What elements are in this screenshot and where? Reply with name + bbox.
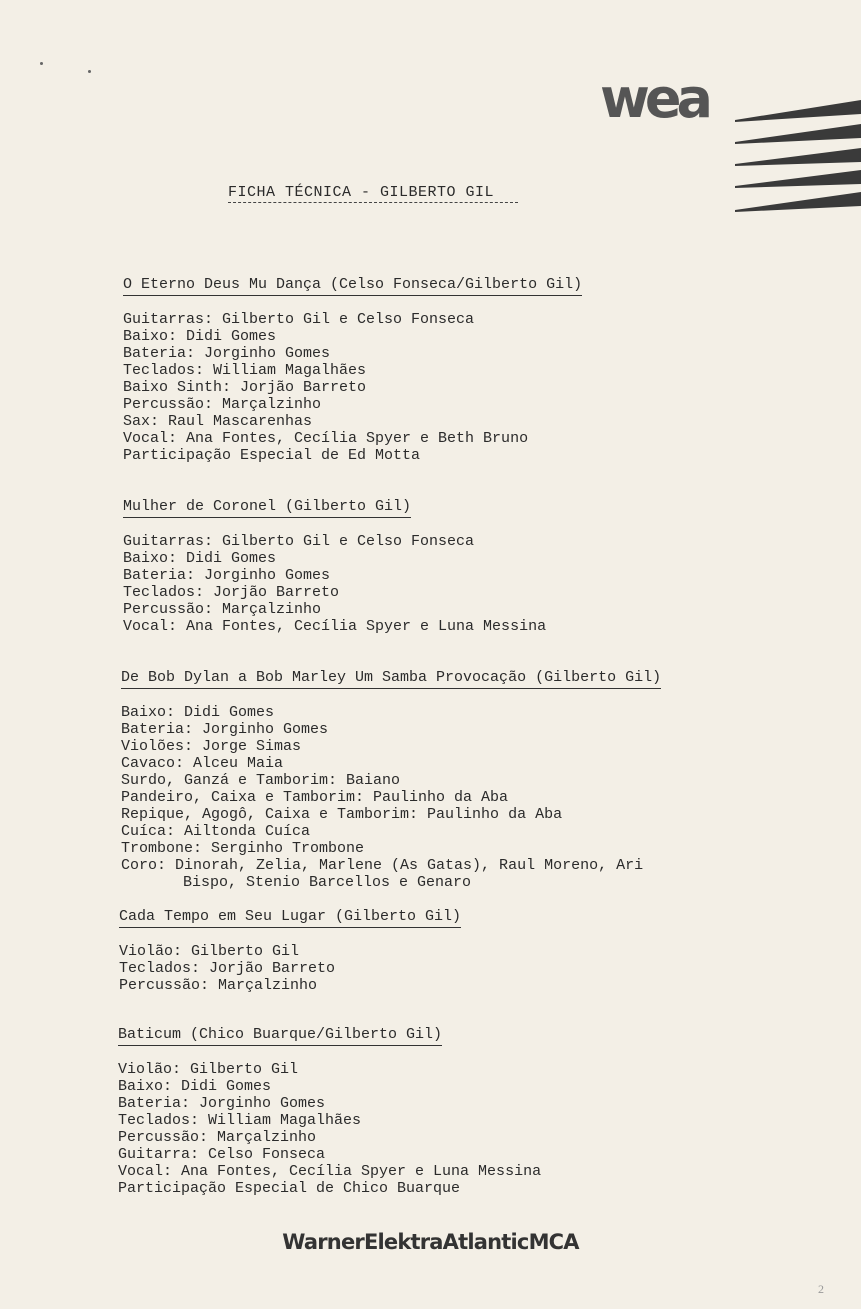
track-title: Mulher de Coronel (Gilberto Gil) (123, 498, 411, 518)
title-underline (228, 202, 518, 203)
credit-line: Guitarras: Gilberto Gil e Celso Fonseca (123, 533, 475, 550)
credit-line: Participação Especial de Chico Buarque (118, 1180, 461, 1197)
credit-line: Violão: Gilberto Gil (119, 943, 300, 960)
credit-line: Teclados: William Magalhães (123, 362, 367, 379)
track-section (121, 669, 661, 891)
track-title: O Eterno Deus Mu Dança (Celso Fonseca/Gilberto Gil) (123, 276, 582, 296)
credit-line: Repique, Agogô, Caixa e Tamborim: Paulinho da Aba (121, 806, 563, 823)
credit-line: Bateria: Jorginho Gomes (118, 1095, 326, 1112)
credit-line: Percussão: Marçalzinho (118, 1129, 317, 1146)
paper-speck (88, 70, 91, 73)
credit-line: Guitarras: Gilberto Gil e Celso Fonseca (123, 311, 475, 328)
credit-line: Cavaco: Alceu Maia (121, 755, 284, 772)
track-section (118, 1026, 541, 1197)
credit-line: Baixo: Didi Gomes (121, 704, 275, 721)
credit-line: Cuíca: Ailtonda Cuíca (121, 823, 311, 840)
credit-line: Baixo: Didi Gomes (123, 550, 277, 567)
track-title: Cada Tempo em Seu Lugar (Gilberto Gil) (119, 908, 461, 928)
credit-line: Guitarra: Celso Fonseca (118, 1146, 326, 1163)
credit-line: Baixo: Didi Gomes (123, 328, 277, 345)
credit-line: Teclados: William Magalhães (118, 1112, 362, 1129)
credit-line: Percussão: Marçalzinho (123, 601, 322, 618)
credit-line: Bateria: Jorginho Gomes (121, 721, 329, 738)
credit-line: Participação Especial de Ed Motta (123, 447, 421, 464)
credit-line: Trombone: Serginho Trombone (121, 840, 365, 857)
wea-logo: wea (600, 67, 708, 130)
wea-stripes-icon (735, 100, 861, 220)
credit-line: Vocal: Ana Fontes, Cecília Spyer e Beth Bruno (123, 430, 529, 447)
credit-line: Pandeiro, Caixa e Tamborim: Paulinho da Aba (121, 789, 509, 806)
credit-line: Coro: Dinorah, Zelia, Marlene (As Gatas), Raul Moreno, Ari (121, 857, 644, 874)
track-title: Baticum (Chico Buarque/Gilberto Gil) (118, 1026, 442, 1046)
credit-line: Bispo, Stenio Barcellos e Genaro (183, 874, 472, 891)
track-title: De Bob Dylan a Bob Marley Um Samba Provocação (Gilberto Gil) (121, 669, 661, 689)
credit-line: Vocal: Ana Fontes, Cecília Spyer e Luna Messina (118, 1163, 542, 1180)
page-number: 2 (818, 1282, 824, 1296)
track-section (123, 276, 582, 464)
track-section (119, 908, 461, 994)
credit-line: Percussão: Marçalzinho (123, 396, 322, 413)
credit-line: Teclados: Jorjão Barreto (119, 960, 336, 977)
credit-line: Violões: Jorge Simas (121, 738, 302, 755)
document-title: FICHA TÉCNICA - GILBERTO GIL (228, 184, 495, 201)
credit-line: Bateria: Jorginho Gomes (123, 345, 331, 362)
footer-label: WarnerElektraAtlanticMCA (282, 1230, 579, 1254)
credit-line: Baixo: Didi Gomes (118, 1078, 272, 1095)
credit-line: Sax: Raul Mascarenhas (123, 413, 313, 430)
credit-line: Baixo Sinth: Jorjão Barreto (123, 379, 367, 396)
credit-line: Violão: Gilberto Gil (118, 1061, 299, 1078)
credit-line: Vocal: Ana Fontes, Cecília Spyer e Luna Messina (123, 618, 547, 635)
paper-speck (40, 62, 43, 65)
credit-line: Bateria: Jorginho Gomes (123, 567, 331, 584)
credit-line: Percussão: Marçalzinho (119, 977, 318, 994)
credit-line: Surdo, Ganzá e Tamborim: Baiano (121, 772, 401, 789)
credit-line: Teclados: Jorjão Barreto (123, 584, 340, 601)
track-section (123, 498, 546, 635)
